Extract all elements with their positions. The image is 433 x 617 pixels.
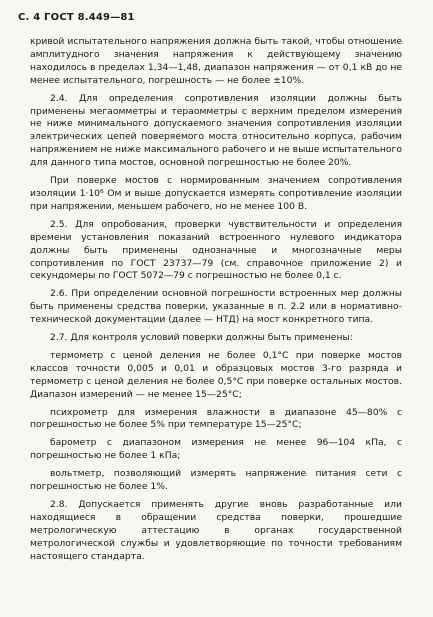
paragraph-voltmeter: вольтметр, позволяющий измерять напряжение питания сети с погрешностью не более 1%. xyxy=(30,468,402,493)
paragraph-psychrometer: психрометр для измерения влажности в диапазоне 45—80% с погрешностью не более 5% при температуре 15—25°С; xyxy=(30,406,402,431)
paragraph-2-6: 2.6. При определении основной погрешности встроенных мер должны быть применены средства поверки, указанные в п. 2.2 или в нормативно-технической документации (далее — НТД) на мост конкретного типа. xyxy=(30,288,402,326)
paragraph-thermometer: термометр с ценой деления не более 0,1°С при поверке мостов классов точности 0,005 и 0,01 и образцовых мостов 3-го разряда и термометр с ценой деления не более 0,5°С при поверке остальных мостов. Диапазон измерений — не менее 15—25°С; xyxy=(30,349,402,400)
paragraph-continuation: кривой испытательного напряжения должна быть такой, чтобы отношение амплитудного значения напряжения к действующему значению находилось в пределах 1,34—1,48, диапазон напряжения — от 0,1 кВ до не менее испытательного, погрешность — не более ±10%. xyxy=(30,36,402,86)
paragraph-2-4-note: При поверке мостов с нормированным значением сопротивления изоляции 1·10⁶ Ом и выше допускается измерять сопротивление изоляции при напряжении, меньшем рабочего, но не менее 100 В. xyxy=(30,175,402,212)
page-header: С. 4 ГОСТ 8.449—81 xyxy=(18,12,135,23)
paragraph-2-7: 2.7. Для контроля условий поверки должны быть применены: xyxy=(50,332,353,344)
paragraph-barometer: барометр с диапазоном измерения не менее 96—104 кПа, с погрешностью не более 1 кПа; xyxy=(30,437,402,462)
document-body xyxy=(30,36,402,569)
paragraph-2-4: 2.4. Для определения сопротивления изоляции должны быть применены мегаомметры и тераомметры с верхним пределом измерения не ниже минимального допускаемого значения сопротивления изоляции электрических цепей поверяемого моста относительно корпуса, рабочим напряжением не ниже максимального рабочего и не выше испытательного для данного типа мостов, основной погрешностью не более 20%. xyxy=(30,92,402,169)
paragraph-2-5: 2.5. Для опробования, проверки чувствительности и определения времени установления показаний встроенного нулевого индикатора должны быть применены однозначные и многозначные меры сопротивления по ГОСТ 23737—79 (см. справочное приложение 2) и секундомеры по ГОСТ 5072—79 с погрешностью не более 0,1 с. xyxy=(30,218,402,282)
paragraph-2-8: 2.8. Допускается применять другие вновь разработанные или находящиеся в обращении средства поверки, прошедшие метрологическую аттестацию в органах государственной метрологической службы и удовлетворяющие по точности требованиям настоящего стандарта. xyxy=(30,499,402,562)
